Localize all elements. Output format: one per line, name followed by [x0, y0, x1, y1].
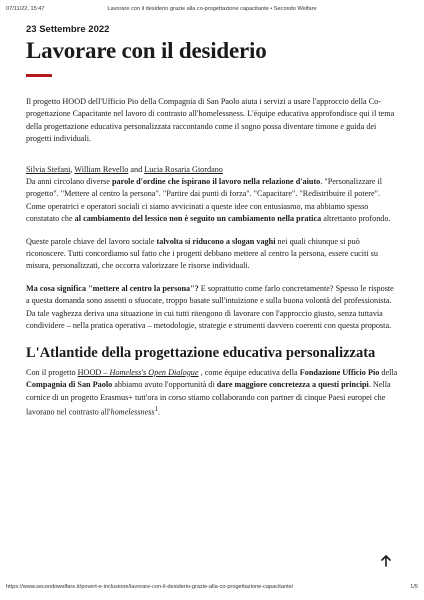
author-link[interactable]: Silvia Stefani: [26, 164, 71, 174]
footnote-ref[interactable]: 1: [154, 406, 159, 414]
bold-run: Ma cosa significa "mettere al centro la persona"?: [26, 283, 199, 293]
author-link[interactable]: William Revello: [74, 164, 129, 174]
print-header: [6, 6, 418, 16]
text-run: altrettanto profondo.: [321, 214, 391, 224]
project-link[interactable]: [78, 368, 199, 377]
text-run: nei quali chiunque si può riconoscere. Tutti concordiamo sul fatto che i progetti debbano mettere al centro la persona, essere cuciti su misura, personalizzati, che occorra valorizzare le risorse individuali.: [26, 236, 378, 271]
text-run: . Nella cornice di un progetto Erasmus+ tutt'ora in corso stiamo collaborando con partner di cinque Paesi europei che lavorano nel contrasto all': [26, 380, 391, 417]
bold-run: parole d'ordine che ispirano il lavoro nella relazione d'aiuto: [111, 177, 321, 187]
arrow-up-icon[interactable]: [380, 554, 392, 566]
article-paragraph: [26, 236, 398, 273]
article-title: Lavorare con il desiderio: [26, 38, 267, 63]
text-run: Da anni circolano diverse: [26, 177, 112, 187]
text-run: . "Personalizzare il progetto". "Mettere al centro la persona". "Partire dai punti di forza". "Capacitare". "Redistribuire il potere". Come operatrici e operatori sociali ci siamo avvicinati a queste idee con entusiasmo, ma abbiamo spesso constatato che: [26, 177, 383, 224]
title-accent-rule: [26, 74, 52, 77]
bold-run: Compagnia di San Paolo: [26, 380, 113, 390]
bold-run: Fondazione Ufficio Pio: [299, 367, 380, 377]
article-intro: Il progetto HOOD dell'Ufficio Pio della Compagnia di San Paolo aiuta i servizi a usare l'approccio della Co-progettazione Capacitante nel lavoro di contrasto all'homelessness. L'équipe educativa approfondisce qui il tema della progettazione educativa personalizzata raccontando come il sogno possa diventare timone e guida dei progetti individuali.: [26, 97, 395, 144]
print-page-number: 1/5: [410, 584, 418, 590]
author-link[interactable]: Lucia Rosaria Giordano: [144, 164, 223, 174]
authors-separator: ,: [70, 164, 75, 174]
text-run: E soprattutto come farlo concretamente? Spesso le risposte a questa domanda sono assenti o sfuocate, troppo basate sull'intuizione e sulla buona volontà del professionista. Da tale vaghezza deriva una situazione in cui tutti ritengono di lavorare con l'approccio giusto, senza tuttavia condividere – nella pratica operativa – metodologie, strategie e strumenti davvero coerenti con questa proposta.: [26, 283, 394, 331]
authors-separator: and: [128, 164, 145, 174]
print-footer: [6, 584, 418, 594]
italic-run: homelessness: [110, 407, 155, 417]
article-paragraph: [26, 283, 398, 333]
article-body: [26, 96, 398, 429]
link-text: HOOD –: [77, 367, 110, 377]
article-paragraph: [26, 367, 398, 419]
bold-run: talvolta si riducono a slogan vaghi: [156, 236, 276, 246]
text-run: abbiamo avuto l'opportunità di: [112, 380, 217, 390]
article-paragraph: [26, 176, 398, 226]
bold-run: dare maggiore concretezza a questi principi: [216, 380, 369, 390]
text-run: , come équipe educativa della: [198, 367, 300, 377]
text-run: Queste parole chiave del lavoro sociale: [26, 236, 157, 246]
bold-run: al cambiamento del lessico non è seguito un cambiamento nella pratica: [74, 214, 322, 224]
section-heading: L'Atlantide della progettazione educativa personalizzata: [26, 344, 376, 361]
link-text-italic: Homeless's Open Dialogue: [109, 367, 199, 377]
print-url: https://www.secondowelfare.it/povert-e-inclusione/lavorare-con-il-desiderio-grazie-alla-co-progettazione-capacitante/: [6, 584, 294, 590]
print-datetime: 07/11/22, 15:47: [6, 6, 45, 12]
text-run: .: [158, 407, 161, 417]
article-authors: [26, 164, 398, 176]
text-run: Con il progetto: [26, 367, 78, 377]
print-page-title: Lavorare con il desiderio grazie alla co-progettazione capacitante • Secondo Welfare: [107, 6, 317, 12]
article-date: 23 Settembre 2022: [26, 24, 110, 35]
text-run: della: [379, 367, 398, 377]
